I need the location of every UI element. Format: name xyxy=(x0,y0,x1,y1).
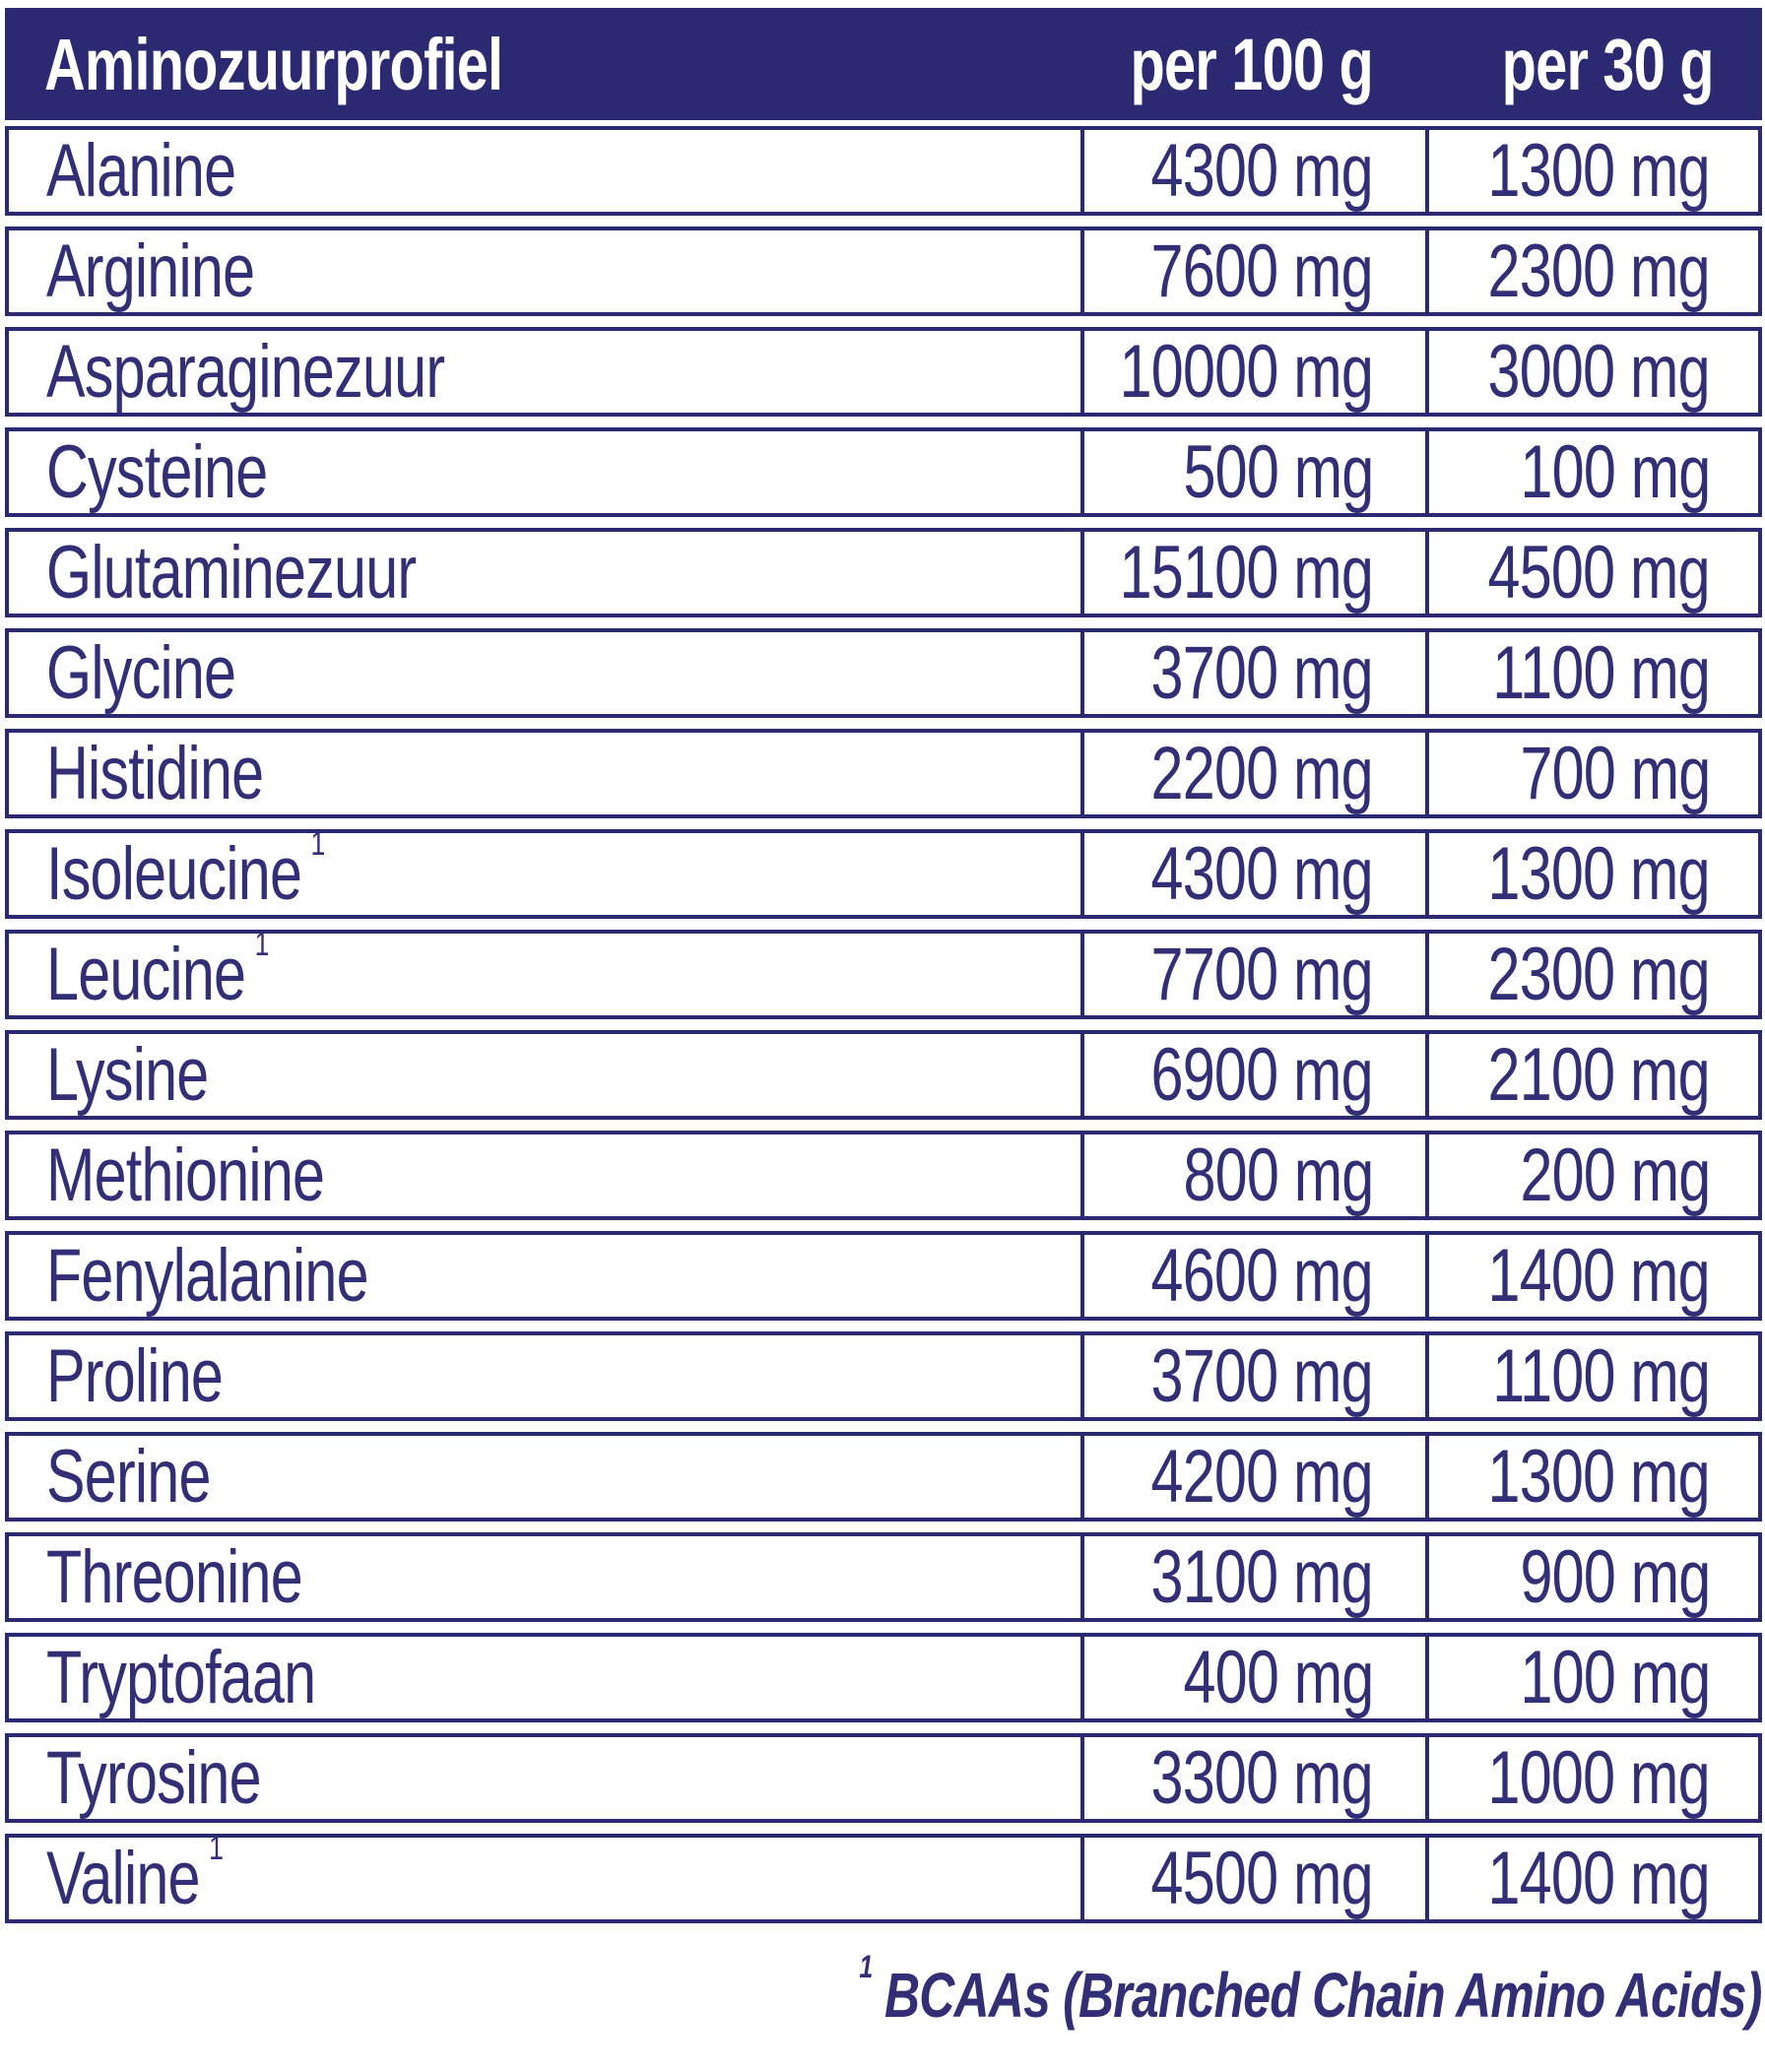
per-100g-value: 3100 mg xyxy=(1150,1535,1373,1619)
per-100g-value: 4600 mg xyxy=(1150,1234,1373,1318)
per-30g-value: 200 mg xyxy=(1519,1133,1710,1217)
per-100g-cell xyxy=(1080,1134,1425,1216)
per-100g-value: 2200 mg xyxy=(1150,732,1373,815)
per-100g-cell xyxy=(1080,1034,1425,1116)
per-100g-cell xyxy=(1080,331,1425,413)
footnote-text: BCAAs (Branched Chain Amino Acids) xyxy=(884,1960,1762,2031)
amino-name-cell xyxy=(9,532,1080,614)
per-30g-cell xyxy=(1425,331,1758,413)
per-30g-cell xyxy=(1425,130,1758,212)
amino-name-cell xyxy=(9,431,1080,513)
table-row-arginine xyxy=(5,227,1762,316)
column-header-per-100g-label: per 100 g xyxy=(1130,23,1373,105)
per-30g-cell xyxy=(1425,1235,1758,1317)
per-30g-cell xyxy=(1425,1737,1758,1819)
amino-name-cell xyxy=(9,1436,1080,1518)
table-header-row xyxy=(5,8,1762,120)
table-row-serine xyxy=(5,1432,1762,1522)
per-100g-value: 4300 mg xyxy=(1150,832,1373,916)
bcaa-footnote xyxy=(5,1949,1762,2032)
per-30g-value: 900 mg xyxy=(1519,1535,1710,1619)
per-30g-value: 1400 mg xyxy=(1487,1837,1710,1920)
per-30g-cell xyxy=(1425,1536,1758,1618)
per-30g-value: 1300 mg xyxy=(1487,129,1710,213)
amino-name-cell xyxy=(9,1637,1080,1718)
amino-name-cell xyxy=(9,1034,1080,1116)
per-100g-value: 3300 mg xyxy=(1150,1736,1373,1820)
table-row-cysteine xyxy=(5,427,1762,517)
amino-name: Asparaginezuur xyxy=(46,330,445,414)
per-30g-cell xyxy=(1425,1335,1758,1417)
per-30g-value: 1000 mg xyxy=(1487,1736,1710,1820)
per-30g-cell xyxy=(1425,532,1758,614)
per-30g-value: 4500 mg xyxy=(1487,531,1710,615)
per-100g-cell xyxy=(1080,130,1425,212)
table-row-valine xyxy=(5,1829,1762,1923)
amino-name-cell xyxy=(9,824,1080,916)
table-row-leucine xyxy=(5,925,1762,1019)
table-row-fenylalanine xyxy=(5,1231,1762,1321)
per-100g-value: 6900 mg xyxy=(1150,1033,1373,1117)
amino-name-cell xyxy=(9,130,1080,212)
per-100g-cell xyxy=(1080,1536,1425,1618)
per-30g-value: 1100 mg xyxy=(1492,1334,1710,1418)
per-100g-cell xyxy=(1080,1335,1425,1417)
amino-name-cell xyxy=(9,632,1080,714)
bcaa-superscript: 1 xyxy=(310,824,325,863)
per-100g-cell xyxy=(1080,431,1425,513)
per-30g-value: 700 mg xyxy=(1519,732,1710,815)
per-100g-value: 500 mg xyxy=(1182,430,1373,514)
amino-name: Histidine xyxy=(46,732,264,815)
amino-name: Tyrosine xyxy=(46,1736,261,1820)
per-100g-value: 800 mg xyxy=(1182,1133,1373,1217)
per-30g-value: 2300 mg xyxy=(1487,229,1710,313)
amino-name: Glycine xyxy=(46,631,236,715)
per-100g-value: 4200 mg xyxy=(1150,1435,1373,1519)
per-30g-cell xyxy=(1425,1637,1758,1718)
table-body xyxy=(5,126,1762,1923)
amino-name-cell xyxy=(9,230,1080,312)
per-100g-value: 400 mg xyxy=(1182,1636,1373,1719)
per-100g-value: 3700 mg xyxy=(1150,1334,1373,1418)
per-30g-cell xyxy=(1425,934,1758,1015)
per-100g-cell xyxy=(1080,1235,1425,1317)
per-30g-value: 2100 mg xyxy=(1487,1033,1710,1117)
per-100g-cell xyxy=(1080,1637,1425,1718)
table-row-proline xyxy=(5,1331,1762,1421)
per-30g-cell xyxy=(1425,1436,1758,1518)
amino-name: Valine xyxy=(46,1837,200,1920)
per-100g-value: 15100 mg xyxy=(1119,531,1373,615)
table-row-tyrosine xyxy=(5,1733,1762,1823)
table-row-tryptofaan xyxy=(5,1633,1762,1722)
table-row-threonine xyxy=(5,1532,1762,1622)
per-100g-cell xyxy=(1080,833,1425,915)
amino-name: Glutaminezuur xyxy=(46,531,417,615)
table-row-isoleucine xyxy=(5,824,1762,919)
per-30g-cell xyxy=(1425,230,1758,312)
table-row-methionine xyxy=(5,1131,1762,1220)
per-30g-value: 1300 mg xyxy=(1487,1435,1710,1519)
per-30g-cell xyxy=(1425,733,1758,814)
per-100g-cell xyxy=(1080,1436,1425,1518)
amino-name-cell xyxy=(9,1536,1080,1618)
amino-name: Arginine xyxy=(46,229,255,313)
per-30g-value: 1400 mg xyxy=(1487,1234,1710,1318)
column-header-per-30g xyxy=(1425,23,1762,106)
per-30g-cell xyxy=(1425,1034,1758,1116)
amino-acid-table xyxy=(5,8,1762,2032)
per-100g-value: 3700 mg xyxy=(1150,631,1373,715)
amino-name: Methionine xyxy=(46,1133,325,1217)
amino-name-cell xyxy=(9,331,1080,413)
per-30g-value: 2300 mg xyxy=(1487,933,1710,1016)
amino-name: Lysine xyxy=(46,1033,209,1117)
amino-name: Tryptofaan xyxy=(46,1636,316,1719)
bcaa-superscript: 1 xyxy=(254,925,269,963)
per-30g-value: 3000 mg xyxy=(1487,330,1710,414)
amino-name: Threonine xyxy=(46,1535,302,1619)
per-30g-cell xyxy=(1425,1838,1758,1919)
per-100g-value: 4500 mg xyxy=(1150,1837,1373,1920)
amino-name: Alanine xyxy=(46,129,236,213)
amino-name-cell xyxy=(9,1829,1080,1920)
amino-name-cell xyxy=(9,1737,1080,1819)
amino-name: Cysteine xyxy=(46,430,268,514)
column-header-per-100g xyxy=(1080,23,1425,106)
per-30g-value: 100 mg xyxy=(1519,430,1710,514)
per-100g-cell xyxy=(1080,934,1425,1015)
table-title-cell xyxy=(5,23,1080,106)
amino-name-cell xyxy=(9,1134,1080,1216)
table-row-histidine xyxy=(5,729,1762,818)
table-row-asparaginezuur xyxy=(5,327,1762,417)
per-30g-value: 100 mg xyxy=(1519,1636,1710,1719)
table-title: Aminozuurprofiel xyxy=(44,23,503,105)
per-100g-cell xyxy=(1080,230,1425,312)
amino-name-cell xyxy=(9,1335,1080,1417)
per-100g-value: 4300 mg xyxy=(1150,129,1373,213)
amino-name: Leucine xyxy=(46,933,246,1016)
per-100g-value: 7700 mg xyxy=(1150,933,1373,1016)
amino-name-cell xyxy=(9,733,1080,814)
footnote-superscript: 1 xyxy=(859,1949,873,1985)
per-100g-value: 7600 mg xyxy=(1150,229,1373,313)
amino-name-cell xyxy=(9,925,1080,1016)
per-30g-cell xyxy=(1425,1134,1758,1216)
table-row-glycine xyxy=(5,628,1762,718)
table-row-glutaminezuur xyxy=(5,528,1762,617)
per-30g-value: 1100 mg xyxy=(1492,631,1710,715)
per-100g-cell xyxy=(1080,1838,1425,1919)
per-100g-cell xyxy=(1080,632,1425,714)
per-100g-value: 10000 mg xyxy=(1119,330,1373,414)
bcaa-superscript: 1 xyxy=(209,1829,224,1867)
per-100g-cell xyxy=(1080,733,1425,814)
amino-name: Proline xyxy=(46,1334,224,1418)
amino-name: Isoleucine xyxy=(46,832,302,916)
per-100g-cell xyxy=(1080,1737,1425,1819)
per-30g-cell xyxy=(1425,632,1758,714)
amino-name: Fenylalanine xyxy=(46,1234,368,1318)
per-100g-cell xyxy=(1080,532,1425,614)
per-30g-value: 1300 mg xyxy=(1487,832,1710,916)
table-row-lysine xyxy=(5,1030,1762,1120)
column-header-per-30g-label: per 30 g xyxy=(1501,23,1714,105)
amino-name: Serine xyxy=(46,1435,211,1519)
table-row-alanine xyxy=(5,126,1762,216)
per-30g-cell xyxy=(1425,431,1758,513)
per-30g-cell xyxy=(1425,833,1758,915)
amino-name-cell xyxy=(9,1235,1080,1317)
